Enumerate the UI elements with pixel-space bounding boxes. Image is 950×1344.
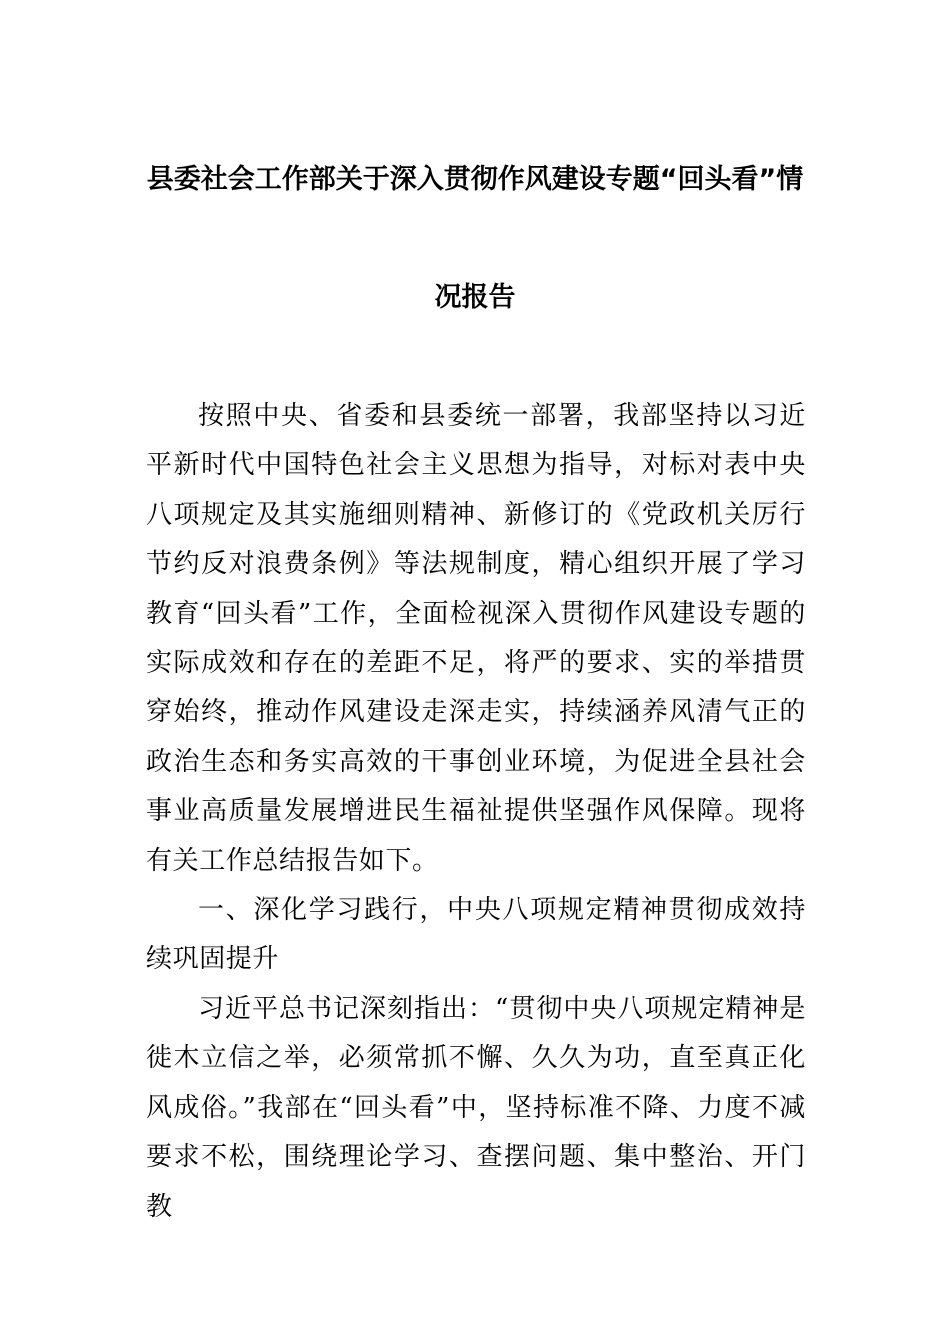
- document-title-line-1: 县委社会工作部关于深入贯彻作风建设专题“回头看”情: [146, 164, 804, 195]
- section-heading-1: 一、深化学习践行，中央八项规定精神贯彻成效持续巩固提升: [146, 895, 806, 975]
- document-title-line-2: 况报告: [434, 282, 516, 313]
- intro-paragraph: 按照中央、省委和县委统一部署，我部坚持以习近平新时代中国特色社会主义思想为指导，对标对表中央八项规定及其实施细则精神、新修订的《党政机关厉行节约反对浪费条例》等法规制度，精心组织开展了学习教育“回头看”工作，全面检视深入贯彻作风建设专题的实际成效和存在的差距不足，将严的要求、实的举措贯穿始终，推动作风建设走深走实，持续涵养风清气正的政治生态和务实高效的干事创业环境，为促进全县社会事业高质量发展增进民生福祉提供坚强作风保障。现将有关工作总结报告如下。: [146, 401, 806, 876]
- section-1-paragraph: 习近平总书记深刻指出：“贯彻中央八项规定精神是徙木立信之举，必须常抓不懈、久久为功，直至真正化风成俗。”我部在“回头看”中，坚持标准不降、力度不减要求不松，围绕理论学习、查摆问题、集中整治、开门教: [146, 993, 806, 1222]
- document-body: [146, 392, 806, 1232]
